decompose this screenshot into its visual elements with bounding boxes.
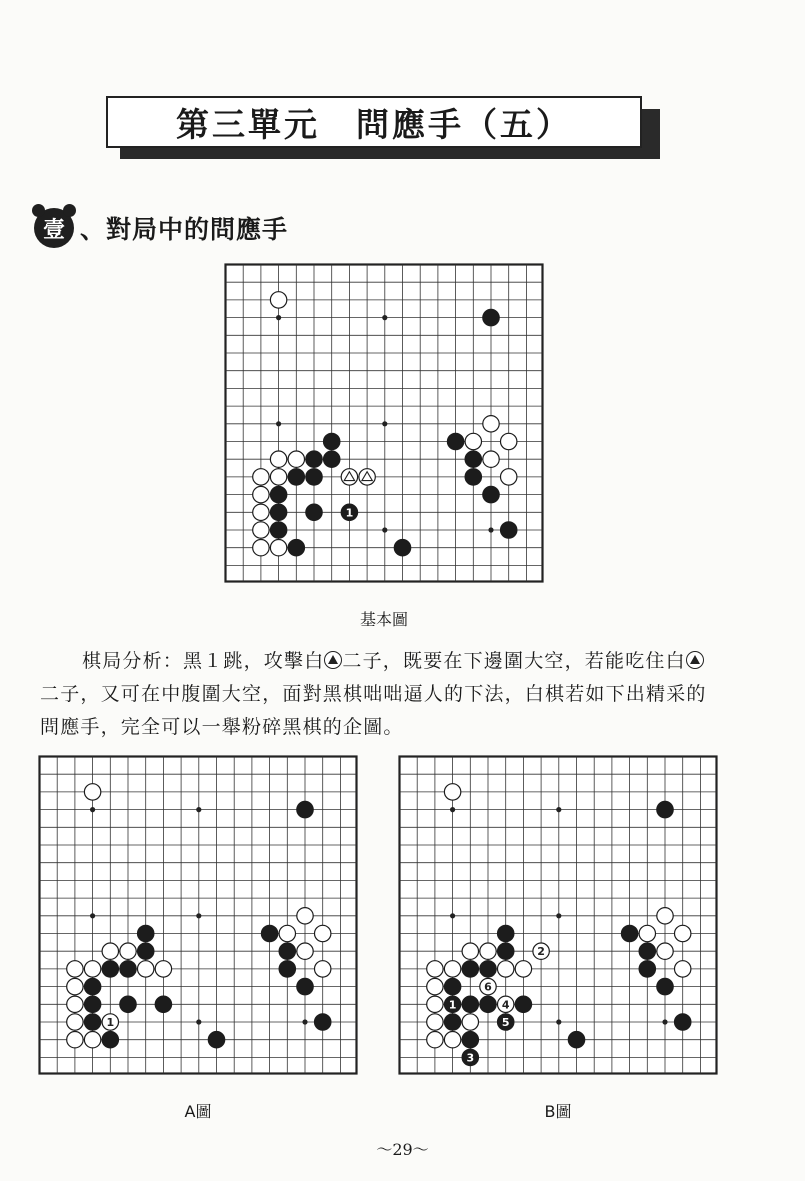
black-stone — [639, 943, 655, 959]
black-stone — [138, 925, 154, 941]
star-point — [276, 315, 281, 320]
star-point — [382, 421, 387, 426]
black-stone — [84, 1014, 100, 1030]
star-point — [450, 807, 455, 812]
white-stone — [253, 504, 269, 520]
white-stone — [483, 451, 499, 467]
white-stone — [465, 433, 481, 449]
move-number: 2 — [537, 945, 545, 959]
paragraph-line-1a: 棋局分析：黑１跳，攻擊白 — [82, 650, 325, 672]
analysis-paragraph — [40, 645, 768, 744]
white-stone — [138, 961, 154, 977]
white-stone — [288, 451, 304, 467]
white-stone — [297, 943, 313, 959]
white-triangle-mark-icon — [686, 651, 704, 669]
star-point — [196, 807, 201, 812]
white-stone — [427, 978, 443, 994]
white-stone — [84, 784, 100, 800]
black-stone — [84, 978, 100, 994]
star-point — [662, 1019, 667, 1024]
black-stone — [279, 943, 295, 959]
star-point — [556, 807, 561, 812]
black-stone — [279, 961, 295, 977]
black-stone — [102, 961, 118, 977]
white-stone — [427, 1014, 443, 1030]
star-point — [556, 1019, 561, 1024]
star-point — [488, 527, 493, 532]
black-stone — [639, 961, 655, 977]
move-number: 4 — [501, 998, 510, 1012]
white-stone — [155, 961, 171, 977]
white-stone — [315, 961, 331, 977]
black-stone — [306, 469, 322, 485]
black-stone — [483, 309, 499, 325]
paragraph-line-1 — [40, 645, 768, 678]
white-stone — [498, 961, 514, 977]
black-stone — [498, 943, 514, 959]
white-stone — [515, 961, 531, 977]
white-stone — [498, 996, 514, 1012]
paragraph-line-1b: 二子，既要在下邊圍大空，若能吃住白 — [342, 650, 686, 672]
white-stone — [270, 540, 286, 556]
black-stone — [120, 996, 136, 1012]
white-stone — [102, 1014, 118, 1030]
black-stone — [462, 1032, 478, 1048]
white-stone — [270, 451, 286, 467]
black-stone — [270, 504, 286, 520]
black-stone — [621, 925, 637, 941]
black-stone — [462, 961, 478, 977]
white-stone — [253, 522, 269, 538]
white-stone — [315, 925, 331, 941]
white-stone — [270, 469, 286, 485]
star-point — [556, 913, 561, 918]
white-stone — [657, 908, 673, 924]
black-stone — [462, 996, 478, 1012]
white-stone — [675, 925, 691, 941]
white-stone — [84, 1032, 100, 1048]
black-stone — [480, 996, 496, 1012]
black-stone — [498, 1014, 514, 1030]
black-stone — [657, 801, 673, 817]
black-stone — [120, 961, 136, 977]
black-stone — [444, 996, 460, 1012]
white-stone — [462, 1014, 478, 1030]
white-stone — [427, 961, 443, 977]
white-stone — [253, 486, 269, 502]
black-stone — [138, 943, 154, 959]
chapter-title: 第三單元 問應手（五） — [106, 96, 642, 148]
white-stone — [501, 469, 517, 485]
white-stone — [359, 469, 375, 485]
white-stone — [67, 978, 83, 994]
black-stone — [568, 1032, 584, 1048]
white-stone — [120, 943, 136, 959]
white-stone — [639, 925, 655, 941]
white-stone — [480, 978, 496, 994]
white-stone — [279, 925, 295, 941]
star-point — [90, 913, 95, 918]
star-point — [450, 913, 455, 918]
move-number: 1 — [448, 998, 457, 1012]
white-stone — [341, 469, 357, 485]
white-stone — [253, 469, 269, 485]
section-heading-text: 、對局中的問應手 — [80, 215, 289, 244]
black-stone — [444, 978, 460, 994]
diagram-b-go-board — [398, 755, 718, 1075]
black-stone — [501, 522, 517, 538]
black-stone — [465, 451, 481, 467]
white-stone — [270, 292, 286, 308]
black-stone — [297, 801, 313, 817]
black-stone — [462, 1049, 478, 1065]
black-stone — [297, 978, 313, 994]
diagram-b-caption: B圖 — [544, 1102, 572, 1121]
black-stone — [675, 1014, 691, 1030]
black-stone — [270, 486, 286, 502]
white-triangle-mark-icon — [324, 651, 342, 669]
white-stone — [483, 416, 499, 432]
white-stone — [675, 961, 691, 977]
white-stone — [67, 961, 83, 977]
white-stone — [84, 961, 100, 977]
star-point — [90, 807, 95, 812]
white-stone — [657, 943, 673, 959]
black-stone — [306, 451, 322, 467]
star-point — [382, 315, 387, 320]
white-stone — [501, 433, 517, 449]
black-stone — [515, 996, 531, 1012]
black-stone — [324, 433, 340, 449]
black-stone — [447, 433, 463, 449]
black-stone — [324, 451, 340, 467]
black-stone — [394, 540, 410, 556]
black-stone — [270, 522, 286, 538]
black-stone — [102, 1032, 118, 1048]
white-stone — [427, 996, 443, 1012]
move-number: 1 — [345, 506, 354, 520]
black-stone — [465, 469, 481, 485]
black-stone — [483, 486, 499, 502]
diagram-a-caption: A圖 — [184, 1102, 212, 1121]
move-number: 6 — [484, 980, 492, 994]
white-stone — [444, 1032, 460, 1048]
black-stone — [444, 1014, 460, 1030]
star-point — [302, 1019, 307, 1024]
page-number: ～29～ — [376, 1140, 429, 1159]
white-stone — [444, 961, 460, 977]
paragraph-line-3: 問應手，完全可以一舉粉碎黑棋的企圖。 — [40, 716, 404, 738]
black-stone — [480, 961, 496, 977]
white-stone — [67, 996, 83, 1012]
black-stone — [288, 469, 304, 485]
white-stone — [427, 1032, 443, 1048]
white-stone — [462, 943, 478, 959]
main-go-board — [224, 263, 544, 583]
black-stone — [341, 504, 357, 520]
move-number: 1 — [106, 1016, 115, 1029]
white-stone — [67, 1014, 83, 1030]
paragraph-line-2: 二子，又可在中腹圍大空，面對黑棋咄咄逼人的下法，白棋若如下出精采的 — [40, 683, 707, 705]
star-point — [196, 1019, 201, 1024]
star-point — [382, 527, 387, 532]
black-stone — [208, 1032, 224, 1048]
section-badge — [34, 208, 74, 248]
move-number: 3 — [466, 1051, 475, 1065]
star-point — [276, 421, 281, 426]
section-badge-text: 壹 — [42, 217, 65, 243]
black-stone — [315, 1014, 331, 1030]
white-stone — [533, 943, 549, 959]
black-stone — [288, 540, 304, 556]
star-point — [196, 913, 201, 918]
black-stone — [84, 996, 100, 1012]
black-stone — [306, 504, 322, 520]
black-stone — [498, 925, 514, 941]
black-stone — [657, 978, 673, 994]
white-stone — [444, 784, 460, 800]
black-stone — [261, 925, 277, 941]
white-stone — [297, 908, 313, 924]
black-stone — [155, 996, 171, 1012]
move-number: 5 — [501, 1016, 510, 1029]
white-stone — [67, 1032, 83, 1048]
diagram-a-go-board — [38, 755, 358, 1075]
main-diagram-caption: 基本圖 — [359, 610, 408, 629]
white-stone — [253, 540, 269, 556]
white-stone — [102, 943, 118, 959]
white-stone — [480, 943, 496, 959]
section-heading — [34, 205, 288, 251]
